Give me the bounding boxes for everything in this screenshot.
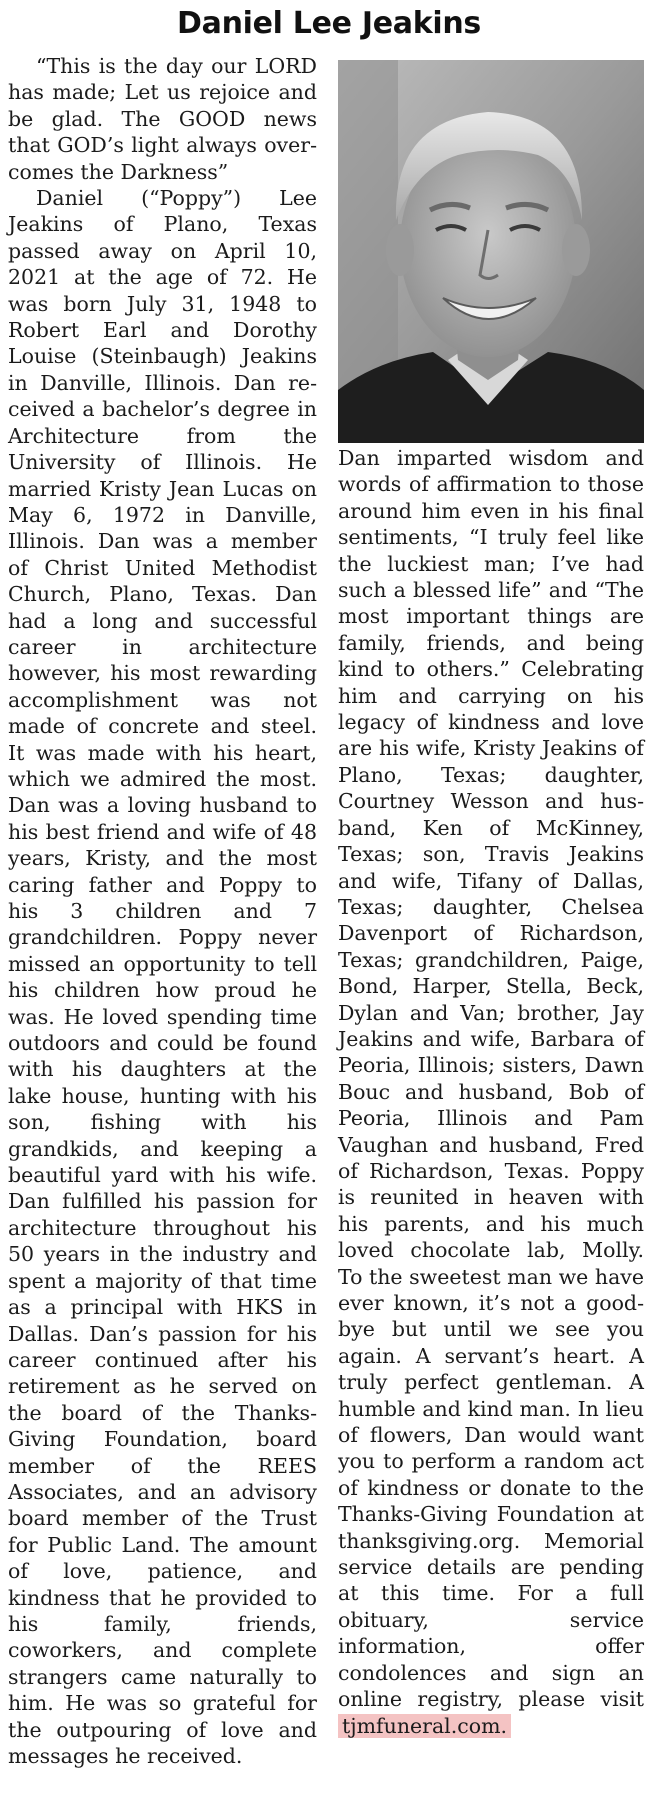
opening-quote: “This is the day our LORD has made; Let us rejoice and be glad. The GOOD news that GOD’s light always overcomes the Darkness” — [8, 54, 317, 184]
obituary-title: Daniel Lee Jeakins — [177, 6, 481, 41]
portrait-photo — [338, 60, 644, 443]
right-column — [338, 445, 644, 1739]
left-column — [8, 53, 317, 1769]
obituary-body-left: Daniel (“Poppy”) Lee Jeakins of Plano, Texas passed away on April 10, 2021 at the age of 72. He was born July 31, 1948 to Robert Earl and Dorothy Louise (Steinbaugh) Jeakins in Danville, Illinois. Dan received a bachelor’s degree in Architecture from the University of Illinois. He married Kristy Jean Lucas on May 6, 1972 in Danville, Illinois. Dan was a member of Christ United Methodist Church, Plano, Texas. Dan had a long and successful career in architecture however, his most rewarding accomplishment was not made of concrete and steel. It was made with his heart, which we admired the most. Dan was a loving husband to his best friend and wife of 48 years, Kristy, and the most caring father and Poppy to his 3 children and 7 grandchildren. Poppy never missed an opportunity to tell his children how proud he was. He loved spending time outdoors and could be found with his daughters at the lake house, hunting with his son, fishing with his grandkids, and keeping a beautiful yard with his wife. Dan fulfilled his passion for architecture throughout his 50 years in the industry and spent a majority of that time as a principal with HKS in Dallas. Dan’s passion for his career continued after his retirement as he served on the board of the ThanksGiving Foundation, board member of the REES Associates, and an advisory board member of the Trust for Public Land. The amount of love, patience, and kindness that he provided to his family, friends, coworkers, and complete strangers came naturally to him. He was so grateful for the outpouring of love and messages he received. — [8, 186, 317, 1768]
obituary-body-right — [338, 445, 644, 1739]
portrait-illustration — [338, 60, 644, 443]
obituary-body-right-text: Dan imparted wisdom and words of affirmation to those around him even in his final sentiments, “I truly feel like the luckiest man; I’ve had such a blessed life” and “The most important things are family, friends, and being kind to others.” Celebrating him and carrying on his legacy of kindness and love are his wife, Kristy Jeakins of Plano, Texas; daughter, Courtney Wesson and husband, Ken of McKinney, Texas; son, Travis Jeakins and wife, Tifany of Dallas, Texas; daughter, Chelsea Davenport of Richardson, Texas; grandchildren, Paige, Bond, Harper, Stella, Beck, Dylan and Van; brother, Jay Jeakins and wife, Barbara of Peoria, Illinois; sisters, Dawn Bouc and husband, Bob of Peoria, Illinois and Pam Vaughan and husband, Fred of Richardson, Texas. Poppy is reunited in heaven with his parents, and his much loved chocolate lab, Molly. To the sweetest man we have ever known, it’s not a goodbye but until we see you again. A servant’s heart. A truly perfect gentleman. A humble and kind man. In lieu of flowers, Dan would want you to perform a random act of kindness or donate to the Thanks-Giving Foundation at thanksgiving.org. Memorial service details are pending at this time. For a full obituary, service information, offer condolences and sign an online registry, please visit — [338, 446, 644, 1712]
funeral-website-link[interactable]: tjmfuneral.com. — [338, 1714, 511, 1738]
